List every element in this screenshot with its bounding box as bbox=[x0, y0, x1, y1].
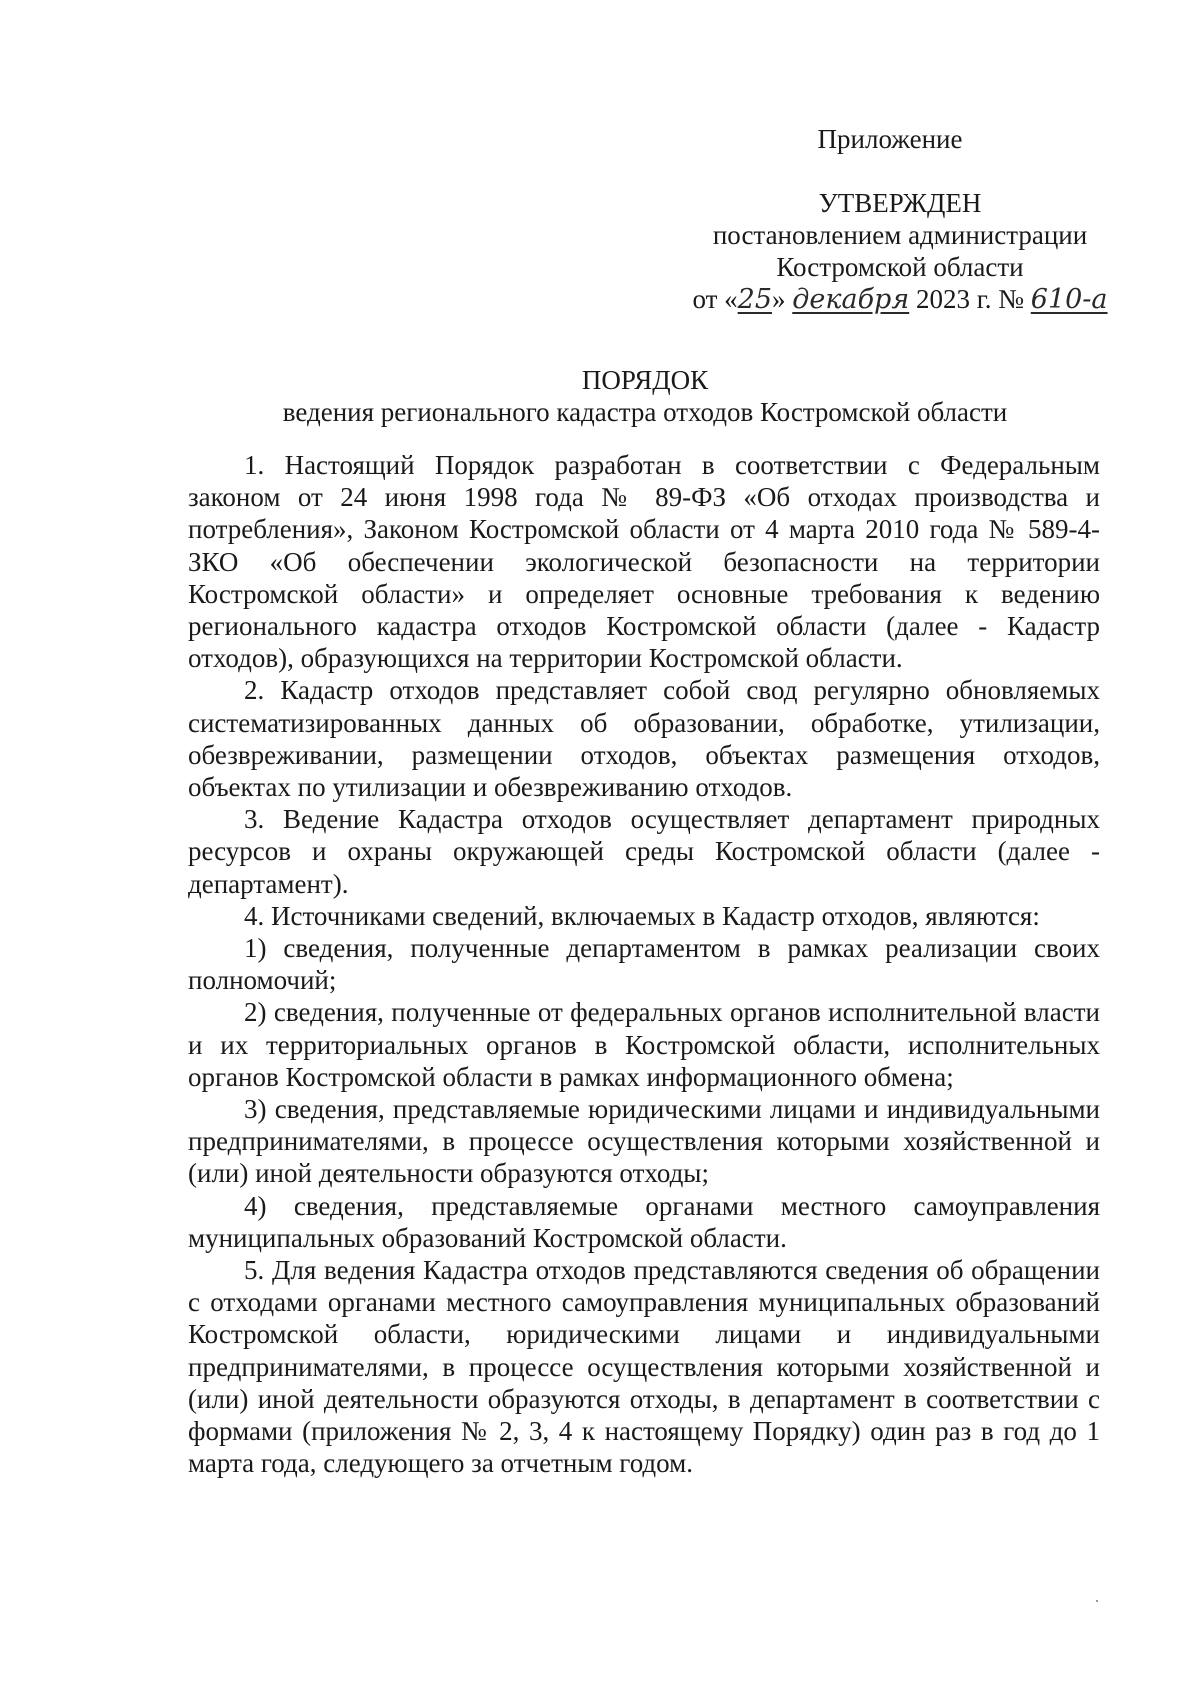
doc-number-handwritten: 610-а bbox=[1030, 284, 1108, 315]
date-year: 2023 г. № bbox=[915, 284, 1025, 314]
approval-date-line bbox=[690, 283, 1110, 316]
document-title bbox=[0, 364, 1200, 396]
paragraph-2: 2. Кадастр отходов представляет собой свод регулярно обновляемых систематизированных данных об образовании, обработке, утилизации, обезвреживании, размещении отходов, объектах размещения отходов, объектах по утилизации и обезвреживанию отходов. bbox=[188, 675, 1100, 803]
paragraph-1: 1. Настоящий Порядок разработан в соответствии с Федеральным законом от 24 июня 1998 года № 89-ФЗ «Об отходах производства и потребления», Законом Костромской области от 4 марта 2010 года № 589-4-ЗКО «Об обеспечении экологической безопасности на территории Костромской области» и определяет основные требования к ведению регионального кадастра отходов Костромской области (далее - Кадастр отходов), образующихся на территории Костромской области. bbox=[188, 450, 1100, 674]
date-month-handwritten: декабря bbox=[792, 284, 910, 315]
title-subtitle: ведения регионального кадастра отходов Костромской области bbox=[282, 397, 1008, 427]
paragraph-3: 3. Ведение Кадастра отходов осуществляет департамент природных ресурсов и охраны окружающей среды Костромской области (далее - департамент). bbox=[188, 804, 1100, 899]
appendix-label bbox=[800, 123, 980, 155]
approval-stamp-block bbox=[690, 187, 1110, 316]
document-subtitle-wrap bbox=[0, 396, 1200, 428]
approved-by-line-2: Костромской области bbox=[776, 252, 1024, 282]
paragraph-5: 5. Для ведения Кадастра отходов представляются сведения об обращении с отходами органами местного самоуправления муниципальных образований Костромской области, юридическими лицами и индивидуальными предпринимателями, в процессе осуществления которыми хозяйственной и (или) иной деятельности образуются отходы, в департамент в соответствии с формами (приложения № 2, 3, 4 к настоящему Порядку) один раз в год до 1 марта года, следующего за отчетным годом. bbox=[188, 1255, 1100, 1479]
date-day-handwritten: 25 bbox=[737, 284, 773, 315]
scan-speck bbox=[1096, 1600, 1098, 1602]
date-prefix: от « bbox=[692, 284, 738, 314]
approved-heading: УТВЕРЖДЕН bbox=[818, 188, 982, 218]
approved-by-line-1: постановлением администрации bbox=[712, 220, 1088, 250]
appendix-text: Приложение bbox=[817, 124, 963, 154]
paragraph-4-item-4: 4) сведения, представляемые органами местного самоуправления муниципальных образований Костромской области. bbox=[188, 1190, 1100, 1253]
title-main: ПОРЯДОК bbox=[581, 365, 709, 395]
paragraph-4-item-1: 1) сведения, полученные департаментом в рамках реализации своих полномочий; bbox=[188, 933, 1100, 996]
document-body bbox=[188, 449, 1100, 1480]
paragraph-4: 4. Источниками сведений, включаемых в Кадастр отходов, являются: bbox=[244, 900, 1040, 931]
date-mid: » bbox=[772, 284, 786, 314]
paragraph-4-item-3: 3) сведения, представляемые юридическими лицами и индивидуальными предпринимателями, в процессе осуществления которыми хозяйственной и (или) иной деятельности образуются отходы; bbox=[188, 1094, 1100, 1189]
paragraph-4-item-2: 2) сведения, полученные от федеральных органов исполнительной власти и их территориальных органов в Костромской области, исполнительных органов Костромской области в рамках информационного обмена; bbox=[188, 997, 1100, 1092]
